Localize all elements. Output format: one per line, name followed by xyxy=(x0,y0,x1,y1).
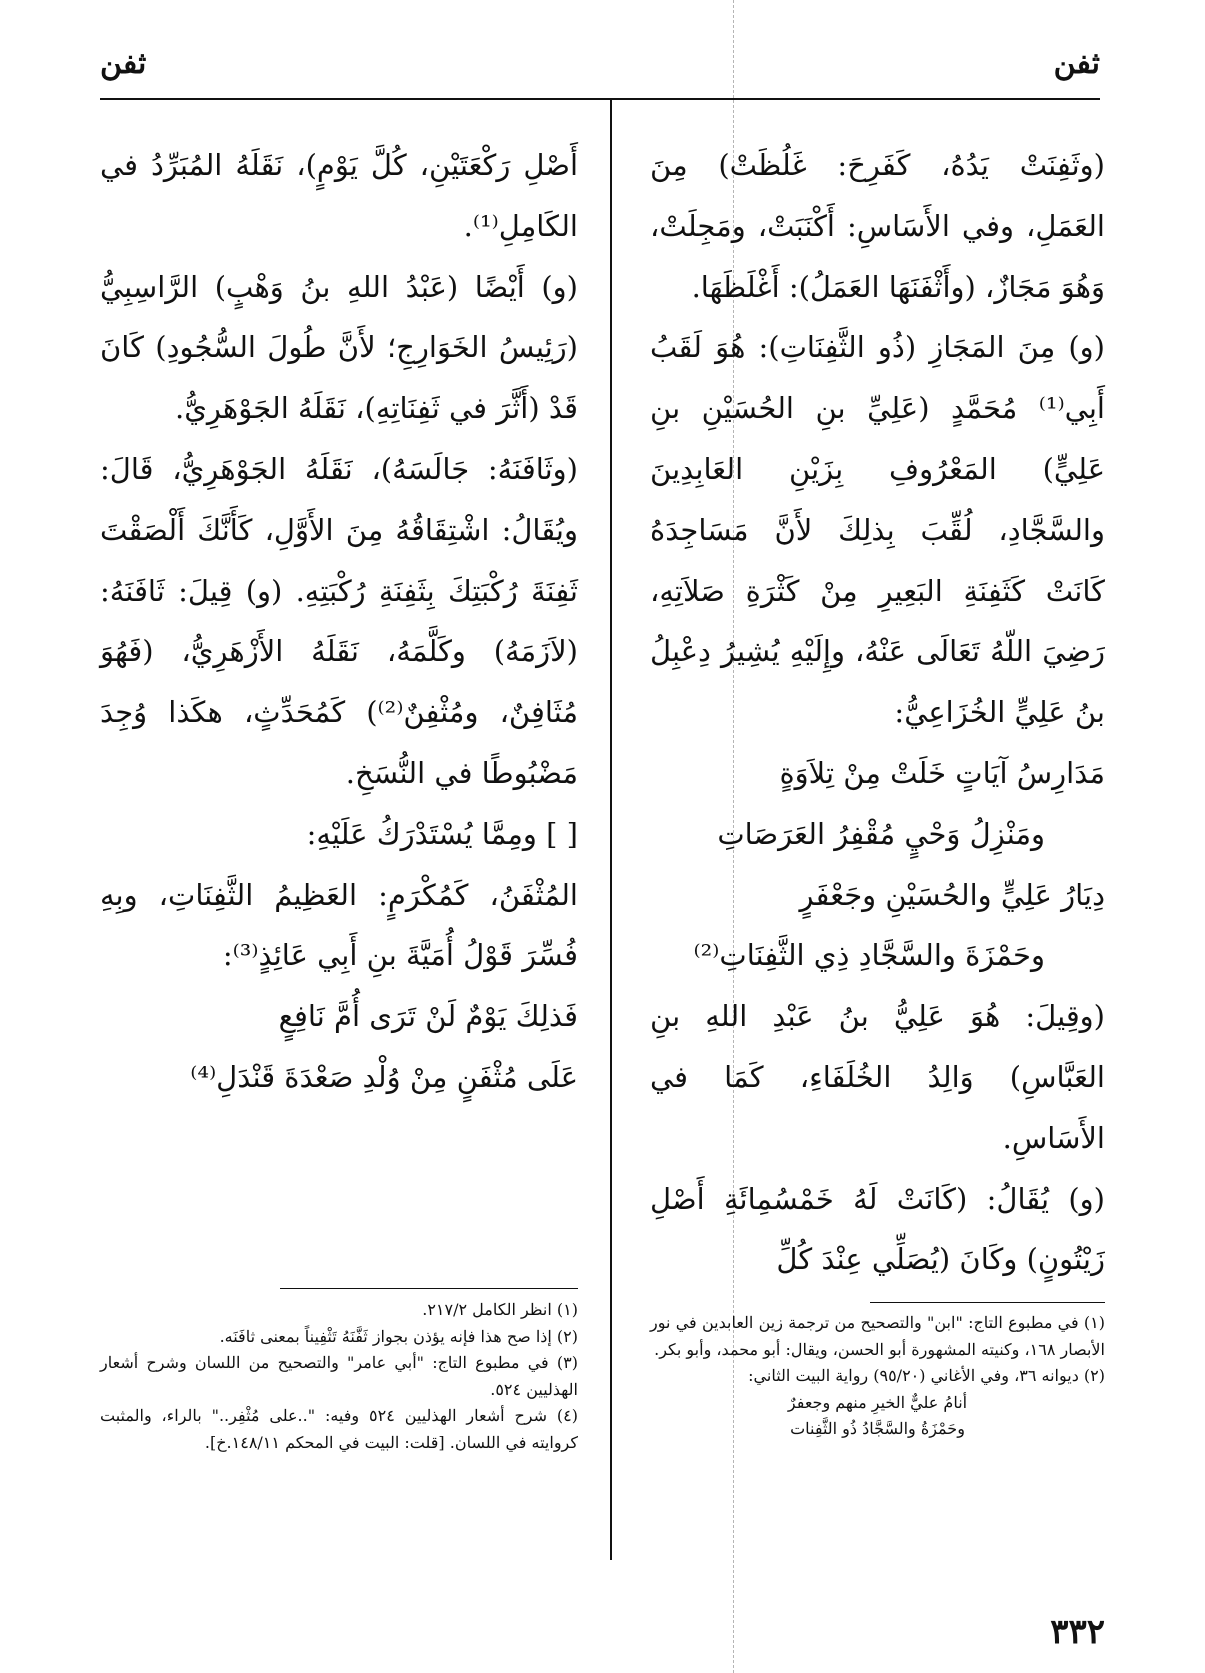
left-verse-1: فَذلِكَ يَوْمٌ لَنْ تَرَى أُمَّ نَافِعٍ xyxy=(278,999,578,1034)
left-verse-2: عَلَى مُثْفَنٍ مِنْ وُلْدِ صَعْدَةَ قَنْدَلِ⁽⁴⁾ xyxy=(190,1059,578,1094)
right-footnote-verse-1: أنامُ عليٌّ الخيرِ منهم وجعفرٌ xyxy=(787,1392,968,1412)
left-column xyxy=(100,135,578,1108)
running-head-right: ثفن xyxy=(1053,46,1100,81)
right-paragraph-1: (وثَفِنَتْ يَدُهُ، كَفَرِحَ: غَلُظَتْ) مِنَ العَمَلِ، وفي الأَسَاسِ: أَكْنَبَتْ، ومَجِلَتْ، وَهُوَ مَجَازٌ، (وأَثْفَنَهَا العَمَلُ): أَغْلَظَهَا. xyxy=(650,148,1105,304)
right-verse-2: ومَنْزِلُ وَحْيٍ مُقْفِرُ العَرَصَاتِ xyxy=(717,816,1045,851)
left-paragraph-2: (و) أَيْضًا (عَبْدُ اللهِ بنُ وَهْبٍ) الرَّاسِبِيُّ (رَئِيسُ الخَوَارِجِ؛ لأَنَّ طُولَ السُّجُودِ) كَانَ قَدْ (أَثَّرَ في ثَفِنَاتِهِ)، نَقَلَهُ الجَوْهَرِيُّ. xyxy=(100,269,578,426)
left-footnotes xyxy=(100,1297,578,1456)
right-footnotes xyxy=(650,1310,1105,1442)
left-paragraph-3: (وثَافَنَهُ: جَالَسَهُ)، نَقَلَهُ الجَوْهَرِيُّ، قَالَ: ويُقَالُ: اشْتِقَاقُهُ مِنَ الأَوَّلِ، كَأَنَّكَ أَلْصَقْتَ ثَفِنَةَ رُكْبَتِكَ بِثَفِنَةِ رُكْبَتِهِ. (و) قِيلَ: ثَافَنَهُ: (لاَزَمَهُ) وكَلَّمَهُ، نَقَلَهُ الأَزْهَرِيُّ، (فَهُوَ مُثَافِنٌ، ومُثْفِنٌ⁽²⁾) كَمُحَدِّثٍ، هكَذا وُجِدَ مَضْبُوطًا في النُّسَخِ. xyxy=(100,451,578,790)
right-paragraph-3: (وقِيلَ: هُوَ عَلِيُّ بنُ عَبْدِ اللهِ بنِ العَبَّاسِ) وَالِدُ الخُلَفَاءِ، كَمَا في الأَسَاسِ. xyxy=(650,999,1105,1155)
right-footnote-verse-2: وحَمْزَةُ والسَّجَّادُ ذُو الثَّفِنات xyxy=(790,1418,965,1438)
left-footnote-2: (٢) إذا صح هذا فإنه يؤذن بجواز ثَفَّنَهُ تَثْفِيناً بمعنى ثافَنَه. xyxy=(219,1326,578,1346)
right-verse-3: دِيَارُ عَلِيٍّ والحُسَيْنِ وجَعْفَرٍ xyxy=(799,877,1105,912)
left-paragraph-5: المُثْفَنُ، كَمُكْرَمٍ: العَظِيمُ الثَّفِنَاتِ، وبِهِ فُسِّرَ قَوْلُ أُمَيَّةَ بنِ أَبِي عَائِذٍ⁽³⁾: xyxy=(100,877,578,973)
page-number: ٣٣٢ xyxy=(1050,1612,1105,1652)
right-footnote-1: (١) في مطبوع التاج: "ابن" والتصحيح من ترجمة زين العابدين في نور الأبصار ١٦٨، وكنيته المشهورة أبو الحسن، ويقال: أبو محمد، وأبو بكر. xyxy=(650,1313,1106,1359)
left-footnote-rule xyxy=(280,1288,578,1289)
right-verse-4: وحَمْزَةَ والسَّجَّادِ ذِي الثَّفِنَاتِ⁽²⁾ xyxy=(693,938,1045,973)
left-paragraph-1: أَصْلِ رَكْعَتَيْنِ، كُلَّ يَوْمٍ)، نَقَلَهُ المُبَرِّدُ في الكَامِلِ⁽¹⁾. xyxy=(100,148,578,243)
column-divider xyxy=(610,100,612,1560)
right-footnote-rule xyxy=(870,1302,1105,1303)
right-paragraph-2: (و) مِنَ المَجَازِ (ذُو الثَّفِنَاتِ): هُوَ لَقَبُ أَبِي⁽¹⁾ مُحَمَّدٍ (عَلِيِّ بنِ الحُسَيْنِ بنِ عَلِيٍّ) المَعْرُوفِ بِزَيْنِ العَابِدِينَ والسَّجَّادِ، لُقِّبَ بِذلِكَ لأَنَّ مَسَاجِدَهُ كَانَتْ كَثَفِنَةِ البَعِيرِ مِنْ كَثْرَةِ صَلاَتِهِ، رَضِيَ اللّهُ تَعَالَى عَنْهُ، وإِلَيْهِ يُشِيرُ دِعْبِلُ بنُ عَلِيٍّ الخُزَاعِيُّ: xyxy=(650,330,1105,730)
right-verse-1: مَدَارِسُ آيَاتٍ خَلَتْ مِنْ تِلاَوَةٍ xyxy=(779,755,1105,790)
left-footnote-1: (١) انظر الكامل ٢١٧/٢. xyxy=(422,1300,578,1319)
right-footnote-2: (٢) ديوانه ٣٦، وفي الأغاني (٩٥/٢٠) رواية البيت الثاني: xyxy=(748,1366,1105,1385)
header-rule xyxy=(100,98,1100,100)
running-head-left: ثفن xyxy=(100,46,147,81)
right-column xyxy=(650,135,1105,1290)
left-footnote-4: (٤) شرح أشعار الهذليين ٥٢٤ وفيه: "..على مُثْفِر.." بالراء، والمثبت كروايته في اللسان. [قلت: البيت في المحكم ١٤٨/١١.خ]. xyxy=(100,1406,579,1452)
left-paragraph-4: [ ] ومِمَّا يُسْتَدْرَكُ عَلَيْهِ: xyxy=(306,816,578,851)
right-paragraph-4: (و) يُقَالُ: (كَانَتْ لَهُ خَمْسُمِائَةِ أَصْلِ زَيْتُونٍ) وكَانَ (يُصَلِّي عِنْدَ كُلِّ xyxy=(650,1181,1105,1277)
left-footnote-3: (٣) في مطبوع التاج: "أبي عامر" والتصحيح من اللسان وشرح أشعار الهذليين ٥٢٤. xyxy=(100,1353,578,1399)
